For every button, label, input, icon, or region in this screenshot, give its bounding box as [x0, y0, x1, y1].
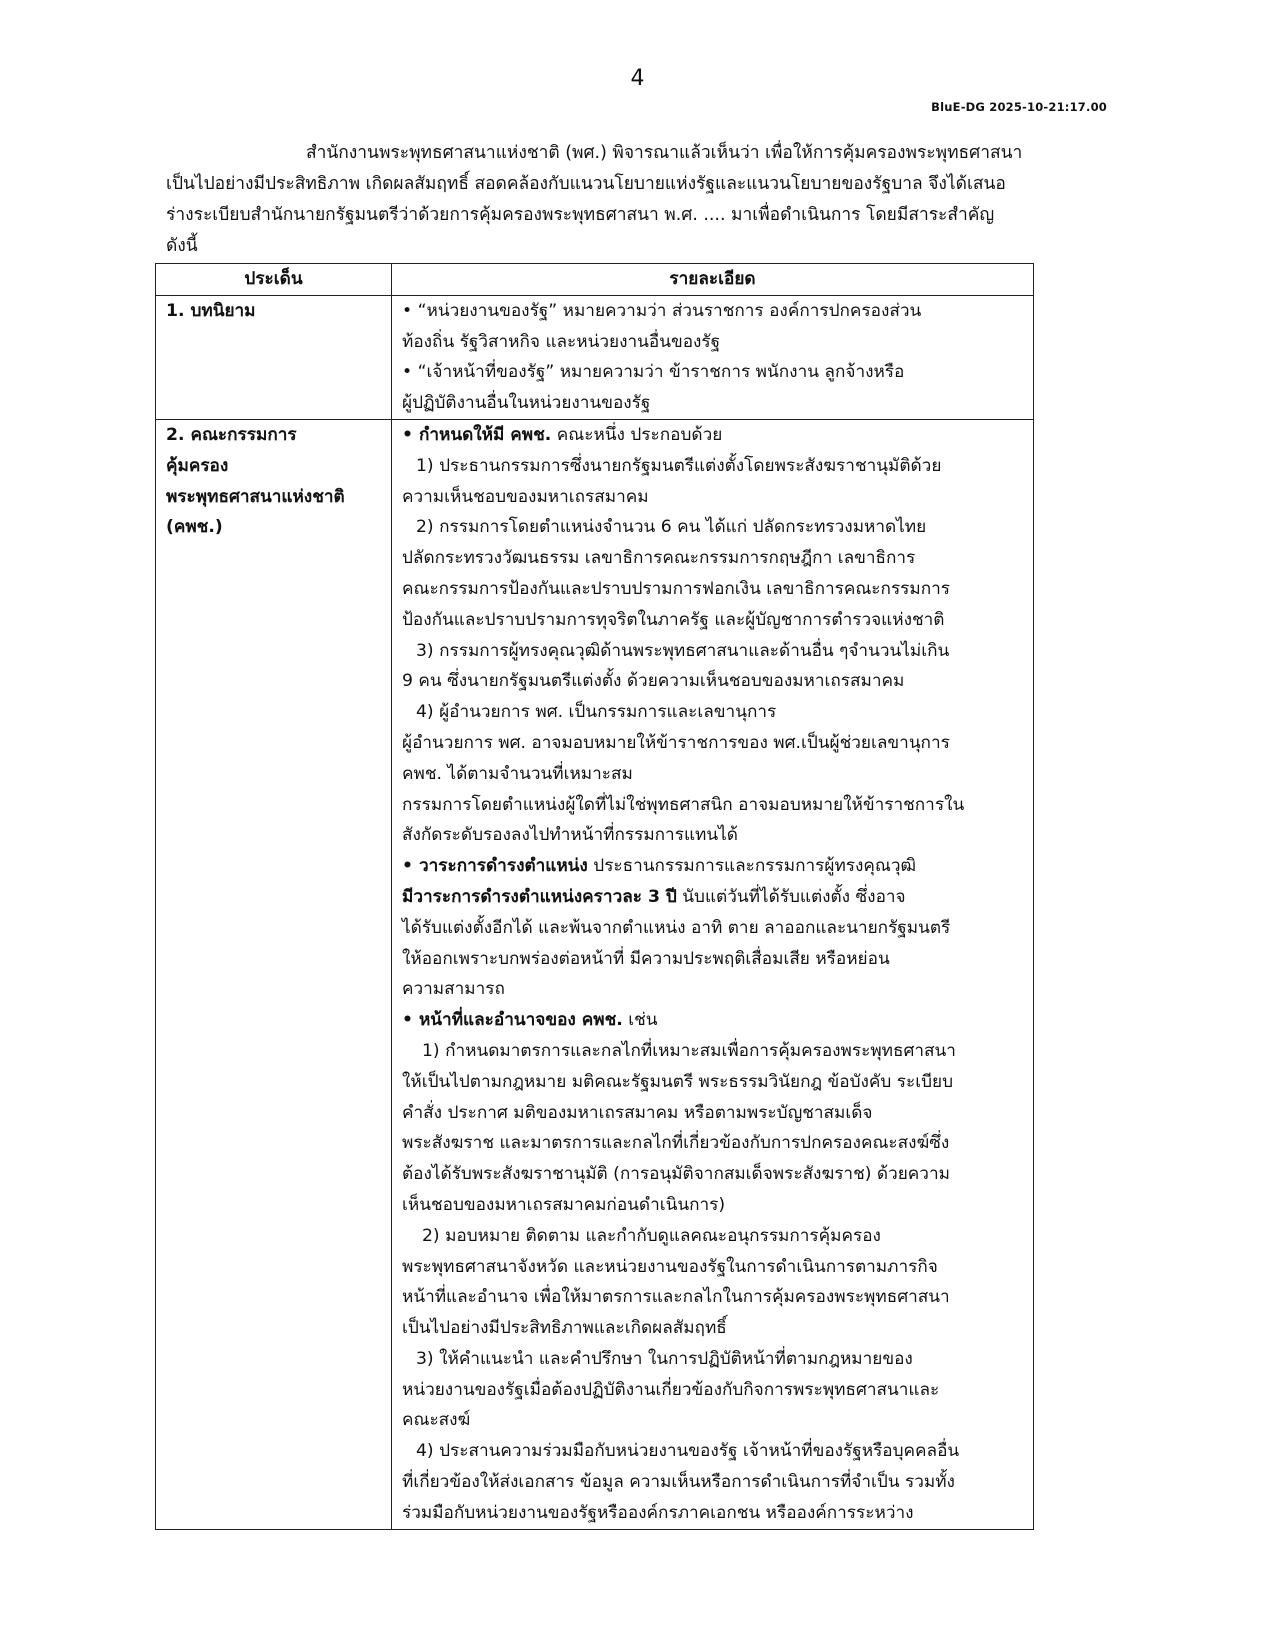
detail-line: ปลัดกระทรวงวัฒนธรรม เลขาธิการคณะกรรมการกฤษฎีกา เลขาธิการ — [402, 548, 916, 569]
bold-text: • วาระการดำรงตำแหน่ง — [402, 856, 588, 877]
issue-label: (คพช.) — [166, 517, 223, 538]
intro-line: ดังนี้ — [166, 236, 198, 256]
term-line — [402, 882, 1028, 913]
duty-heading — [402, 1005, 1028, 1036]
detail-committee — [392, 419, 1034, 1529]
detail-line: • “หน่วยงานของรัฐ” หมายความว่า ส่วนราชการ องค์การปกครองส่วน — [402, 300, 922, 321]
detail-line: 1) ประธานกรรมการซึ่งนายกรัฐมนตรีแต่งตั้งโดยพระสังฆราชานุมัติด้วย — [416, 455, 942, 476]
detail-line: 2) มอบหมาย ติดตาม และกำกับดูแลคณะอนุกรรมการคุ้มครอง — [422, 1225, 881, 1246]
detail-line: ให้เป็นไปตามกฎหมาย มติคณะรัฐมนตรี พระธรรมวินัยกฎ ข้อบังคับ ระเบียบ — [402, 1071, 953, 1092]
detail-line: คำสั่ง ประกาศ มติของมหาเถรสมาคม หรือตามพระบัญชาสมเด็จ — [402, 1102, 873, 1123]
issue-committee — [156, 419, 392, 1529]
detail-line: พระสังฆราช และมาตรการและกลไกที่เกี่ยวข้องกับการปกครองคณะสงฆ์ซึ่ง — [402, 1133, 950, 1154]
bold-text: • หน้าที่และอำนาจของ คพช. — [402, 1010, 623, 1031]
plain-text: นับแต่วันที่ได้รับแต่งตั้ง ซึ่งอาจ — [676, 886, 906, 907]
table-header-row — [156, 264, 1034, 296]
detail-line: ผู้ปฏิบัติงานอื่นในหน่วยงานของรัฐ — [402, 393, 651, 414]
plain-text: ประธานกรรมการและกรรมการผู้ทรงคุณวุฒิ — [587, 856, 917, 877]
detail-line: 4) ประสานความร่วมมือกับหน่วยงานของรัฐ เจ้าหน้าที่ของรัฐหรือบุคคลอื่น — [416, 1441, 960, 1462]
detail-line: 4) ผู้อำนวยการ พศ. เป็นกรรมการและเลขานุการ — [416, 702, 777, 723]
detail-line: ที่เกี่ยวข้องให้ส่งเอกสาร ข้อมูล ความเห็นหรือการดำเนินการที่จำเป็น รวมทั้ง — [402, 1472, 955, 1493]
detail-line: 3) กรรมการผู้ทรงคุณวุฒิด้านพระพุทธศาสนาและด้านอื่น ๆจำนวนไม่เกิน — [416, 640, 950, 661]
intro-line: ร่างระเบียบสำนักนายกรัฐมนตรีว่าด้วยการคุ้มครองพระพุทธศาสนา พ.ศ. .... มาเพื่อดำเนินการ โดยมีสาระสำคัญ — [166, 205, 995, 225]
detail-definitions — [392, 295, 1034, 419]
detail-line: เป็นไปอย่างมีประสิทธิภาพและเกิดผลสัมฤทธิ์ — [402, 1318, 727, 1339]
document-code: BluE-DG 2025-10-21:17.00 — [931, 100, 1107, 114]
header-issue: ประเด็น — [156, 264, 392, 296]
intro-paragraph — [166, 138, 1071, 262]
header-detail: รายละเอียด — [392, 264, 1034, 296]
detail-line: ให้ออกเพราะบกพร่องต่อหน้าที่ มีความประพฤติเสื่อมเสีย หรือหย่อน — [402, 948, 890, 969]
detail-line: ความเห็นชอบของมหาเถรสมาคม — [402, 486, 649, 507]
summary-table — [155, 263, 1034, 1530]
plain-text: เช่น — [622, 1010, 658, 1031]
page-number: 4 — [630, 66, 645, 91]
table-row-committee — [156, 419, 1034, 1529]
detail-line: ความสามารถ — [402, 979, 505, 1000]
detail-line: ต้องได้รับพระสังฆราชานุมัติ (การอนุมัติจากสมเด็จพระสังฆราช) ด้วยความ — [402, 1164, 950, 1185]
detail-line: 1) กำหนดมาตรการและกลไกที่เหมาะสมเพื่อการคุ้มครองพระพุทธศาสนา — [422, 1040, 956, 1061]
detail-line: ท้องถิ่น รัฐวิสาหกิจ และหน่วยงานอื่นของรัฐ — [402, 331, 721, 352]
detail-line: หน้าที่และอำนาจ เพื่อให้มาตรการและกลไกในการคุ้มครองพระพุทธศาสนา — [402, 1287, 950, 1308]
term-heading — [402, 851, 1028, 882]
detail-line: ผู้อำนวยการ พศ. อาจมอบหมายให้ข้าราชการของ พศ.เป็นผู้ช่วยเลขานุการ — [402, 732, 950, 753]
detail-line: ป้องกันและปราบปรามการทุจริตในภาครัฐ และผู้บัญชาการตำรวจแห่งชาติ — [402, 609, 945, 630]
table-row-definitions — [156, 295, 1034, 419]
issue-label: 1. บทนิยาม — [166, 300, 256, 321]
issue-label: คุ้มครอง — [166, 455, 229, 476]
issue-definitions — [156, 295, 392, 419]
intro-line: สำนักงานพระพุทธศาสนาแห่งชาติ (พศ.) พิจารณาแล้วเห็นว่า เพื่อให้การคุ้มครองพระพุทธศาสนา — [306, 143, 1023, 163]
detail-line: คณะกรรมการป้องกันและปราบปรามการฟอกเงิน เลขาธิการคณะกรรมการ — [402, 578, 951, 599]
detail-line: • “เจ้าหน้าที่ของรัฐ” หมายความว่า ข้าราชการ พนักงาน ลูกจ้างหรือ — [402, 362, 905, 383]
intro-line: เป็นไปอย่างมีประสิทธิภาพ เกิดผลสัมฤทธิ์ สอดคล้องกับแนวนโยบายแห่งรัฐและแนวนโยบายของรัฐบาล จึงได้เสนอ — [166, 174, 1006, 194]
detail-line: กรรมการโดยตำแหน่งผู้ใดที่ไม่ใช่พุทธศาสนิก อาจมอบหมายให้ข้าราชการใน — [402, 794, 965, 815]
detail-line: สังกัดระดับรองลงไปทำหน้าที่กรรมการแทนได้ — [402, 825, 738, 846]
detail-line: หน่วยงานของรัฐเมื่อต้องปฏิบัติงานเกี่ยวข้องกับกิจการพระพุทธศาสนาและ — [402, 1379, 940, 1400]
issue-label: 2. คณะกรรมการ — [166, 424, 297, 445]
detail-line: 9 คน ซึ่งนายกรัฐมนตรีแต่งตั้ง ด้วยความเห็นชอบของมหาเถรสมาคม — [402, 671, 905, 692]
composition-heading — [402, 420, 1028, 451]
detail-line: ได้รับแต่งตั้งอีกได้ และพ้นจากตำแหน่ง อาทิ ตาย ลาออกและนายกรัฐมนตรี — [402, 917, 951, 938]
detail-line: เห็นชอบของมหาเถรสมาคมก่อนดำเนินการ) — [402, 1194, 726, 1215]
bold-text: มีวาระการดำรงตำแหน่งคราวละ 3 ปี — [402, 886, 677, 907]
detail-line: พระพุทธศาสนาจังหวัด และหน่วยงานของรัฐในการดำเนินการตามภารกิจ — [402, 1256, 938, 1277]
detail-line: คณะสงฆ์ — [402, 1410, 471, 1431]
plain-text: คณะหนึ่ง ประกอบด้วย — [551, 424, 723, 445]
detail-line: 3) ให้คำแนะนำ และคำปรึกษา ในการปฏิบัติหน้าที่ตามกฎหมายของ — [416, 1348, 913, 1369]
detail-line: คพช. ได้ตามจำนวนที่เหมาะสม — [402, 763, 633, 784]
issue-label: พระพุทธศาสนาแห่งชาติ — [166, 486, 345, 507]
detail-line: 2) กรรมการโดยตำแหน่งจำนวน 6 คน ได้แก่ ปลัดกระทรวงมหาดไทย — [416, 517, 927, 538]
bold-text: • กำหนดให้มี คพช. — [402, 424, 552, 445]
detail-line: ร่วมมือกับหน่วยงานของรัฐหรือองค์กรภาคเอกชน หรือองค์การระหว่าง — [402, 1502, 914, 1523]
